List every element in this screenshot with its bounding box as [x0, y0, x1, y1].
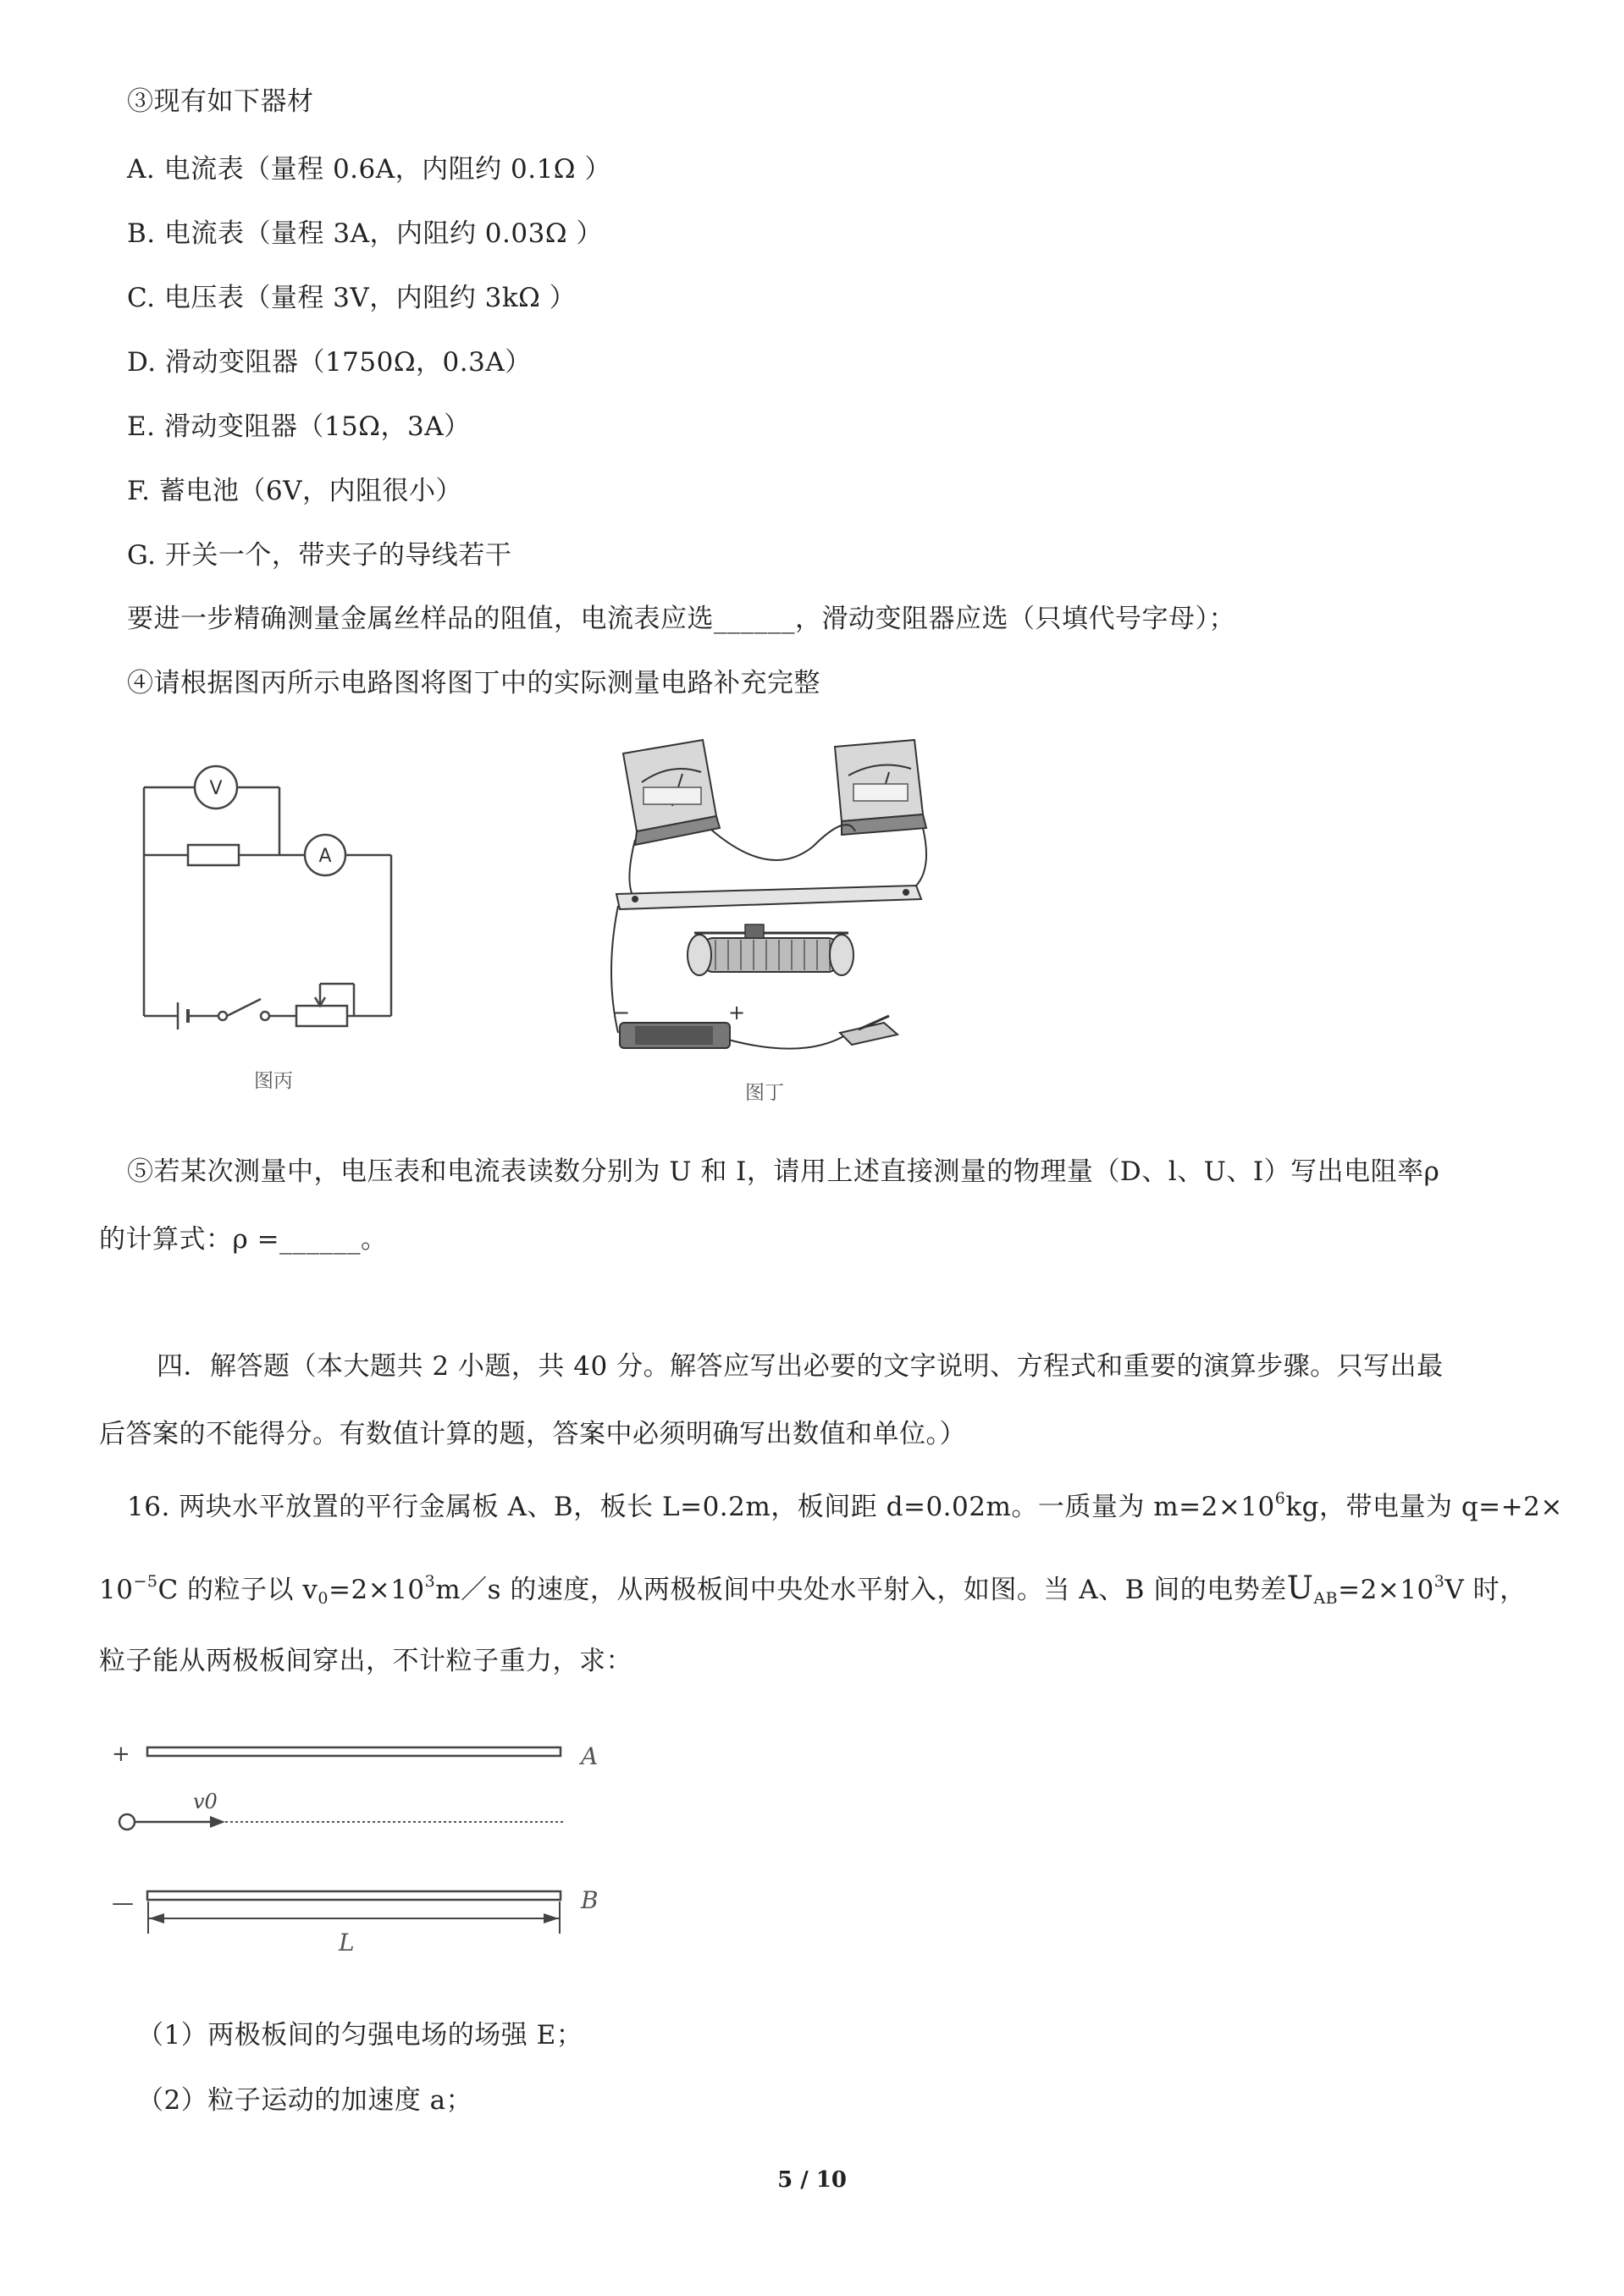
item3-intro: ③现有如下器材 [127, 86, 314, 117]
battery-plus-sign: + [728, 1001, 746, 1024]
option-d: D. 滑动变阻器（1750Ω，0.3A） [127, 347, 532, 378]
charge-exponent: −5 [133, 1572, 158, 1591]
q16-sub2: （2）粒子运动的加速度 a； [137, 2085, 473, 2116]
switch-image [840, 1016, 898, 1045]
potential-subscript: AB [1313, 1589, 1339, 1608]
q16-line1-tail: kg，带电量为 q=+2× [1285, 1492, 1563, 1522]
select-question: 要进一步精确测量金属丝样品的阻值，电流表应选______，滑动变阻器应选（只填代号字母）； [127, 604, 1235, 634]
plate-a [147, 1747, 561, 1756]
rheostat-image [688, 924, 853, 975]
plate-b [147, 1891, 561, 1900]
charge-base: 10 [99, 1575, 134, 1605]
battery-image [620, 1023, 730, 1048]
meter-left-image [623, 740, 720, 845]
velocity-exponent: 3 [424, 1572, 436, 1591]
q16-sub1: （1）两极板间的匀强电场的场强 E； [137, 2020, 583, 2050]
q16-line1-text: 16. 两块水平放置的平行金属板 A、B，板长 L=0.2m，板间距 d=0.02m。一质量为 m=2×10 [127, 1492, 1275, 1522]
plate-b-label: B [581, 1886, 599, 1914]
apparatus-photo-ding [601, 728, 948, 1067]
plate-a-plus-sign: + [112, 1741, 130, 1767]
caption-bing: 图丙 [254, 1070, 293, 1092]
q16-line2-tail: V 时， [1444, 1575, 1527, 1605]
option-g: G. 开关一个，带夹子的导线若干 [127, 540, 512, 571]
velocity-value: =2×10 [329, 1575, 425, 1605]
voltmeter-label: V [209, 778, 223, 799]
potential-value: =2×10 [1338, 1575, 1434, 1605]
option-f: F. 蓄电池（6V，内阻很小） [127, 476, 462, 506]
plate-a-label: A [581, 1742, 599, 1770]
potential-exponent: 3 [1433, 1572, 1445, 1591]
q16-line2-text: m／s 的速度，从两极板间中央处水平射入，如图。当 A、B 间的电势差 [435, 1575, 1287, 1605]
plate-b-minus-sign: — [112, 1890, 134, 1916]
ammeter-label: A [318, 846, 332, 867]
section4-line1: 四．解答题（本大题共 2 小题，共 40 分。解答应写出必要的文字说明、方程式和重要的演算步骤。只写出最 [157, 1351, 1444, 1382]
velocity-arrow [210, 1816, 225, 1828]
meter-right-image [835, 740, 926, 835]
circuit-diagram-bing [127, 762, 406, 1033]
section4-line2: 后答案的不能得分。有数值计算的题，答案中必须明确写出数值和单位。） [99, 1419, 966, 1449]
potential-symbol: U [1286, 1570, 1314, 1606]
parallel-plates-diagram [102, 1727, 610, 1964]
particle [119, 1814, 135, 1830]
battery-minus-sign: − [613, 1001, 631, 1024]
option-e: E. 滑动变阻器（15Ω，3A） [127, 411, 471, 442]
velocity-subscript: 0 [318, 1589, 329, 1608]
item5-line2: 的计算式：ρ =______。 [99, 1224, 388, 1255]
velocity-label: v0 [193, 1790, 218, 1813]
velocity-prefix: C 的粒子以 v [157, 1575, 318, 1605]
option-a: A. 电流表（量程 0.6A，内阻约 0.1Ω ） [127, 154, 611, 185]
q16-line1 [127, 1490, 1563, 1524]
page-number: 5 / 10 [777, 2167, 847, 2193]
metal-wire-board-image [616, 886, 921, 909]
caption-ding: 图丁 [745, 1082, 784, 1104]
mass-exponent: 6 [1274, 1489, 1286, 1508]
option-b: B. 电流表（量程 3A，内阻约 0.03Ω ） [127, 218, 603, 249]
q16-line3: 粒子能从两极板间穿出，不计粒子重力，求： [99, 1646, 632, 1676]
item4-text: ④请根据图丙所示电路图将图丁中的实际测量电路补充完整 [127, 668, 820, 698]
q16-line2 [99, 1571, 1527, 1607]
length-label: L [339, 1929, 355, 1957]
item5-line1: ⑤若某次测量中，电压表和电流表读数分别为 U 和 I，请用上述直接测量的物理量（D、l、U、I）写出电阻率ρ [127, 1156, 1440, 1187]
option-c: C. 电压表（量程 3V，内阻约 3kΩ ） [127, 283, 577, 313]
